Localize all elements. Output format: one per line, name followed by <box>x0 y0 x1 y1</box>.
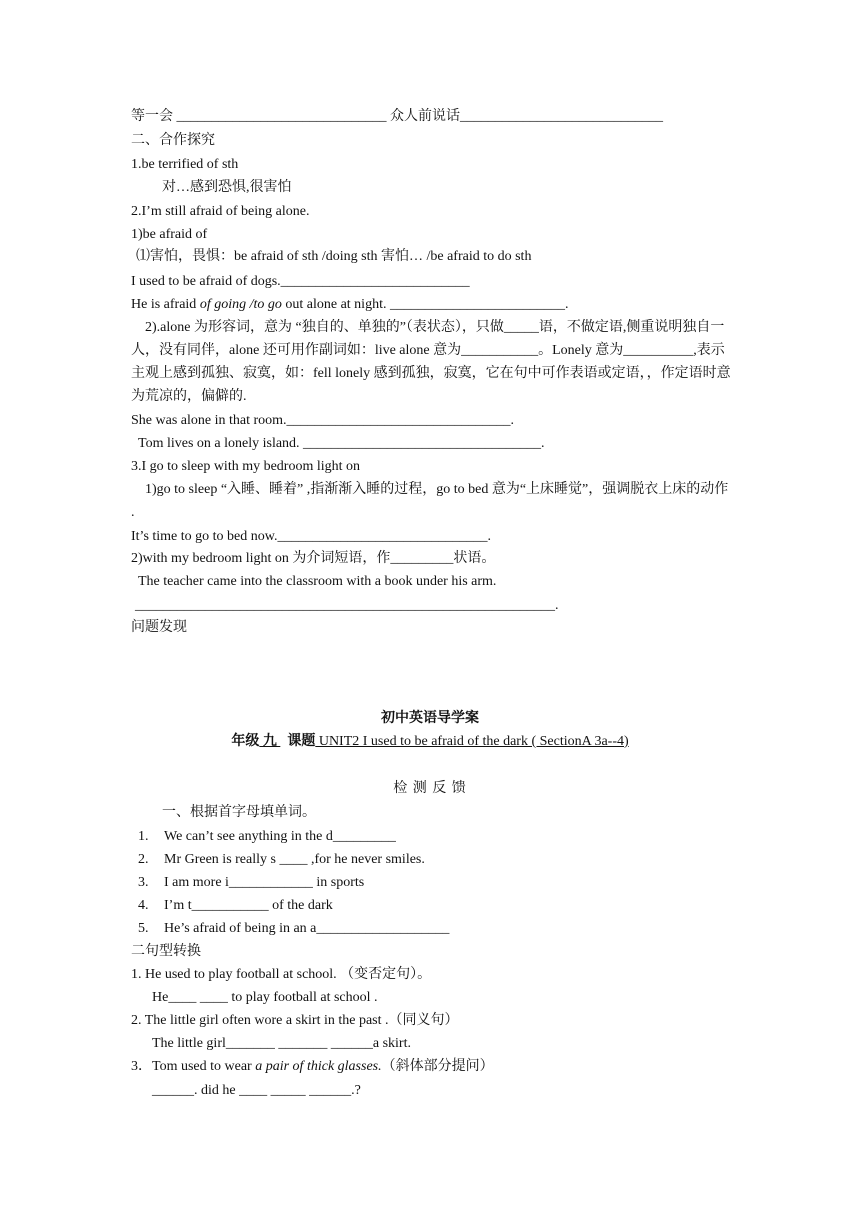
item-2-title: 2.I’m still afraid of being alone. <box>131 204 310 219</box>
transform-3-start: 3．Tom used to wear <box>131 1059 256 1074</box>
transform-3-answer: ______. did he ____ _____ ______.? <box>152 1083 361 1098</box>
item-2-usage: ⑴害怕，畏惧：be afraid of sth /doing sth 害怕… /be afraid to do sth <box>136 249 532 264</box>
item-1-meaning: 对…感到恐惧,很害怕 <box>162 180 292 195</box>
feedback-heading: 检 测 反 馈 <box>393 781 467 796</box>
transform-3-italic: a pair of thick glasses. <box>255 1059 382 1074</box>
transform-3 <box>131 1058 494 1076</box>
go-to-sleep-paragraph: 1)go to sleep “入睡、睡着” ,指渐渐入睡的过程，go to bed 意为“上床睡觉”，强调脱衣上床的动作 . <box>131 482 729 520</box>
transform-2-answer: The little girl_______ _______ ______a skirt. <box>152 1036 411 1051</box>
item-text: I am more i____________ in sports <box>164 875 365 890</box>
teacher-example: The teacher came into the classroom with a book under his arm. <box>138 574 497 589</box>
wait-line: 等一会 ______________________________ 众人前说话_____________________________ <box>131 109 663 124</box>
part-2-heading: 二句型转换 <box>131 944 201 959</box>
item-text: He’s afraid of being in an a___________________ <box>164 921 450 936</box>
item-number: 4. <box>138 898 149 913</box>
transform-1-answer: He____ ____ to play football at school . <box>152 990 378 1005</box>
item-2-example-1: I used to be afraid of dogs.___________________________ <box>131 274 470 289</box>
example-2-start: He is afraid <box>131 297 200 312</box>
list-item <box>138 828 396 846</box>
part-1-heading: 一、根据首字母填单词。 <box>162 805 316 820</box>
item-number: 1. <box>138 829 149 844</box>
item-number: 2. <box>138 852 149 867</box>
item-text: Mr Green is really s ____ ,for he never smiles. <box>164 852 425 867</box>
item-number: 3. <box>138 875 149 890</box>
example-2-italic: of going /to go <box>199 297 282 312</box>
example-2-end: out alone at night. _________________________. <box>281 297 569 312</box>
topic-value: UNIT2 I used to be afraid of the dark ( SectionA 3a--4) <box>315 734 629 749</box>
list-item <box>138 920 449 938</box>
problem-heading: 问题发现 <box>131 620 187 635</box>
transform-2: 2. The little girl often wore a skirt in the past .（同义句） <box>131 1013 459 1028</box>
grade-label: 年级 <box>231 734 260 749</box>
topic-label: 课题 <box>287 734 316 749</box>
list-item <box>138 874 364 892</box>
with-phrase: 2)with my bedroom light on 为介词短语，作_________状语。 <box>131 551 496 566</box>
item-1-title: 1.be terrified of sth <box>131 157 239 172</box>
grade-topic-line <box>0 733 860 751</box>
section-2-heading: 二、合作探究 <box>131 133 215 148</box>
transform-1: 1. He used to play football at school. （变否定句）。 <box>131 967 432 982</box>
answer-line: ____________________________________________________________. <box>135 598 559 613</box>
grade-value: 九 <box>259 734 281 749</box>
alone-example-2: Tom lives on a lonely island. __________________________________. <box>138 436 545 451</box>
list-item <box>138 851 425 869</box>
item-2-example-2 <box>131 296 568 314</box>
item-number: 5. <box>138 921 149 936</box>
list-item <box>138 897 333 915</box>
item-2-sub-1: 1)be afraid of <box>131 227 208 242</box>
item-text: I’m t___________ of the dark <box>164 898 333 913</box>
alone-example-1: She was alone in that room.________________________________. <box>131 413 515 428</box>
alone-paragraph: 2).alone 为形容词，意为 “独自的、单独的”（表状态），只做_____语，不做定语,侧重说明独自一人，没有同伴，alone 还可用作副词如：live alone 意为___________。Lonely 意为__________,表示主观上感到孤独、寂寞，如：fell lonely 感到孤独，寂寞，它在句中可作表语或定语，，作定语时意为荒凉的，偏僻的. <box>131 320 731 404</box>
sheet-title: 初中英语导学案 <box>381 711 479 726</box>
transform-3-end: （斜体部分提问） <box>381 1059 494 1074</box>
item-3-title: 3.I go to sleep with my bedroom light on <box>131 459 361 474</box>
bed-example: It’s time to go to bed now.______________________________. <box>131 529 491 544</box>
item-text: We can’t see anything in the d_________ <box>164 829 396 844</box>
